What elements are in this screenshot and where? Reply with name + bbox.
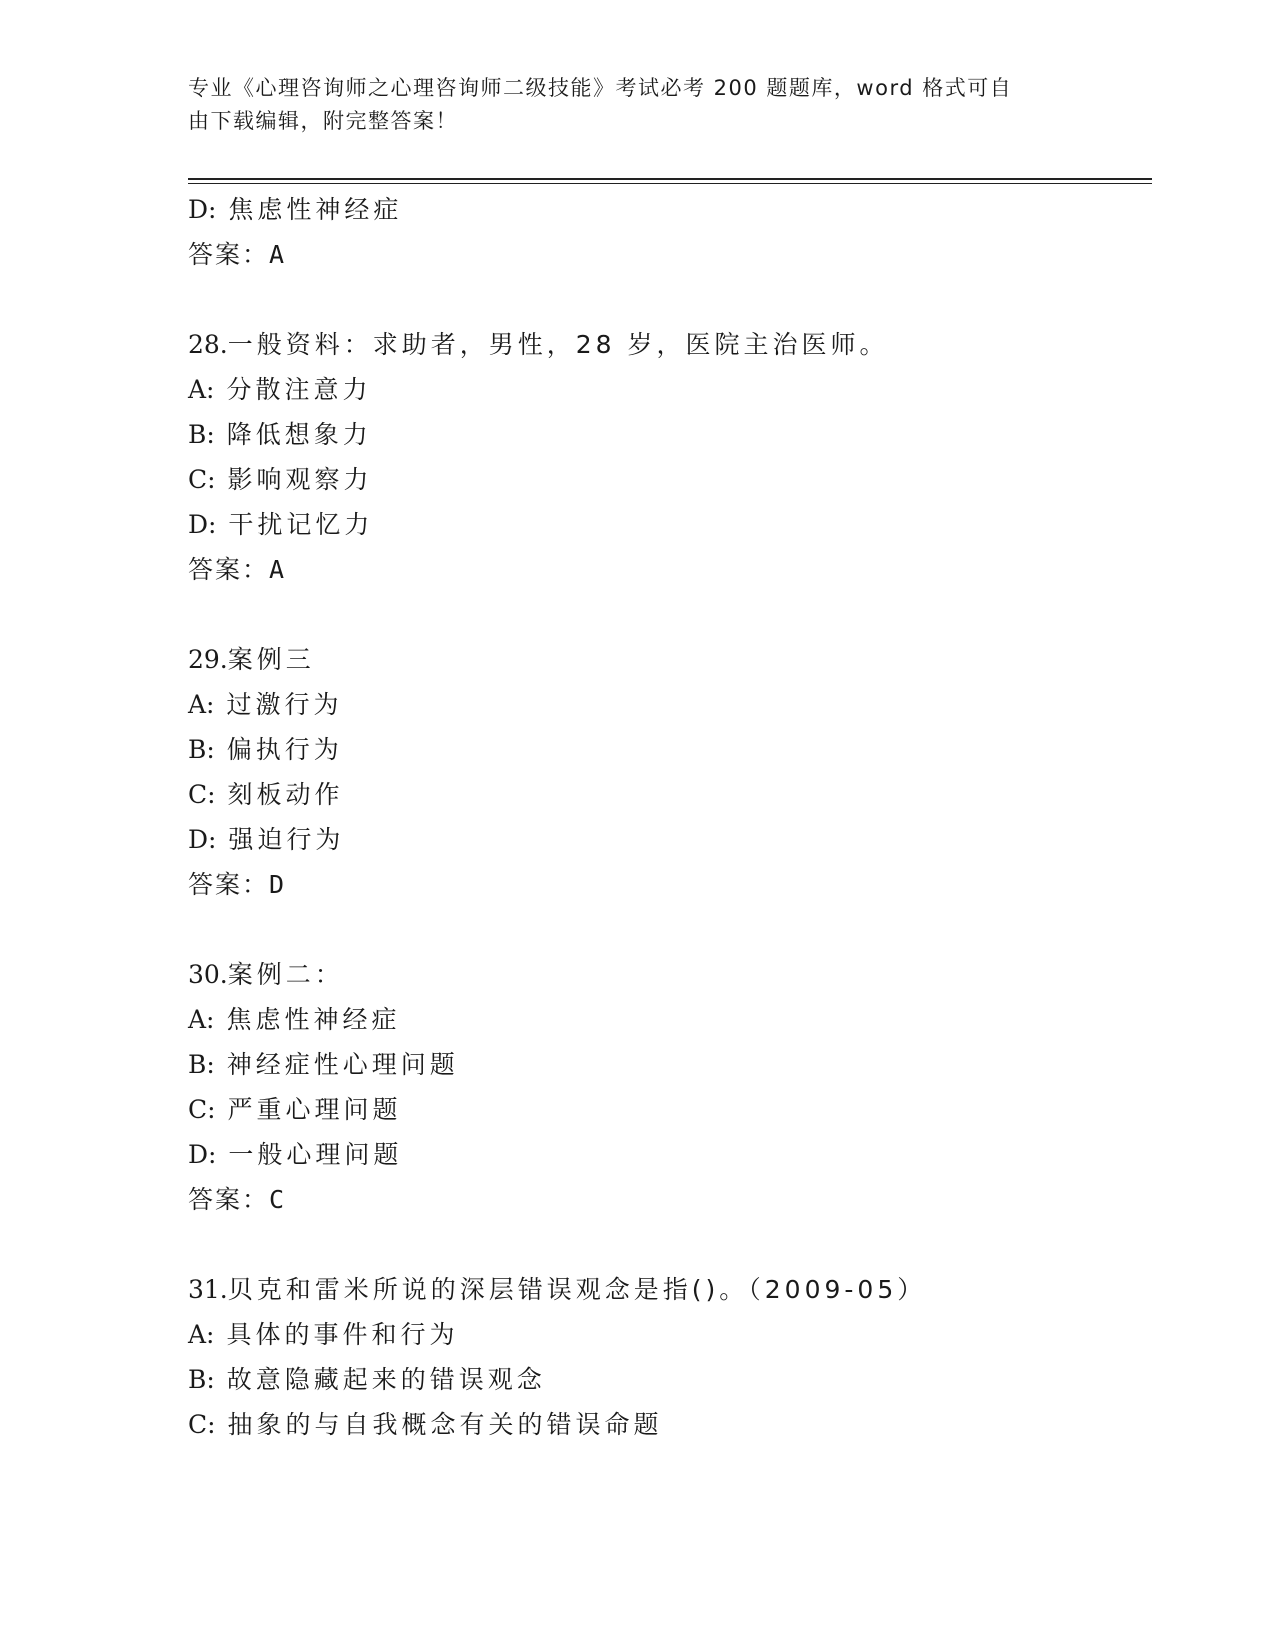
option-letter: B:	[188, 735, 215, 764]
option-letter: C:	[188, 780, 216, 809]
option-text: 一般心理问题	[228, 1140, 403, 1169]
question-text: 一般资料：求助者，男性，28 岁，医院主治医师。	[227, 330, 889, 359]
answer-option	[188, 465, 373, 495]
option-text: 降低想象力	[226, 420, 372, 449]
answer-label: 答案：	[188, 555, 270, 584]
option-letter: D:	[188, 510, 217, 539]
answer-option	[188, 420, 372, 450]
option-text: 焦虑性神经症	[228, 195, 403, 224]
answer-option	[188, 825, 344, 855]
answer-value: D	[269, 870, 285, 899]
answer-option	[188, 690, 342, 720]
option-letter: B:	[188, 1365, 215, 1394]
question-number: 28.	[188, 330, 228, 359]
answer-value: A	[269, 240, 285, 269]
option-text: 干扰记忆力	[228, 510, 374, 539]
answer-option	[188, 1005, 400, 1035]
question-text: 案例三	[227, 645, 315, 674]
answer-key	[188, 240, 284, 270]
answer-option	[188, 1320, 458, 1350]
question-stem	[188, 645, 315, 675]
answer-key	[188, 555, 284, 585]
answer-value: A	[269, 555, 285, 584]
option-letter: C:	[188, 465, 216, 494]
question-number: 30.	[188, 960, 228, 989]
option-letter: A:	[188, 375, 215, 404]
answer-option	[188, 1050, 459, 1080]
question-text: 案例二：	[227, 960, 344, 989]
header-divider-thin	[188, 183, 1152, 184]
question-stem	[188, 960, 344, 990]
answer-option	[188, 1140, 402, 1170]
answer-option	[188, 735, 343, 765]
answer-label: 答案：	[188, 240, 270, 269]
option-text: 偏执行为	[226, 735, 343, 764]
answer-option	[188, 1095, 402, 1125]
option-text: 影响观察力	[227, 465, 373, 494]
option-text: 故意隐藏起来的错误观念	[226, 1365, 546, 1394]
question-stem	[188, 1275, 926, 1305]
option-text: 抽象的与自我概念有关的错误命题	[227, 1410, 663, 1439]
option-text: 具体的事件和行为	[226, 1320, 459, 1349]
header-divider-thick	[188, 178, 1152, 180]
option-text: 神经症性心理问题	[226, 1050, 459, 1079]
option-letter: A:	[188, 690, 215, 719]
option-letter: D:	[188, 195, 217, 224]
document-header	[188, 72, 1068, 138]
answer-label: 答案：	[188, 870, 270, 899]
answer-option	[188, 375, 371, 405]
question-text: 贝克和雷米所说的深层错误观念是指()。（2009-05）	[227, 1275, 927, 1304]
header-line-2: 由下载编辑，附完整答案！	[188, 109, 458, 133]
option-text: 刻板动作	[227, 780, 344, 809]
answer-option	[188, 1365, 546, 1395]
question-stem	[188, 330, 889, 360]
option-letter: B:	[188, 420, 215, 449]
question-number: 31.	[188, 1275, 228, 1304]
answer-label: 答案：	[188, 1185, 270, 1214]
answer-key	[188, 870, 284, 900]
option-letter: A:	[188, 1320, 215, 1349]
option-letter: D:	[188, 825, 217, 854]
answer-option	[188, 780, 344, 810]
answer-option	[188, 510, 373, 540]
option-letter: C:	[188, 1095, 216, 1124]
header-line-1: 专业《心理咨询师之心理咨询师二级技能》考试必考 200 题题库，word 格式可自	[188, 76, 1013, 100]
option-text: 分散注意力	[226, 375, 372, 404]
answer-option	[188, 195, 402, 225]
answer-option	[188, 1410, 663, 1440]
answer-value: C	[269, 1185, 285, 1214]
option-letter: A:	[188, 1005, 215, 1034]
option-letter: B:	[188, 1050, 215, 1079]
option-text: 强迫行为	[228, 825, 345, 854]
option-letter: D:	[188, 1140, 217, 1169]
option-letter: C:	[188, 1410, 216, 1439]
option-text: 过激行为	[226, 690, 343, 719]
question-number: 29.	[188, 645, 228, 674]
option-text: 焦虑性神经症	[226, 1005, 401, 1034]
answer-key	[188, 1185, 284, 1215]
option-text: 严重心理问题	[227, 1095, 402, 1124]
